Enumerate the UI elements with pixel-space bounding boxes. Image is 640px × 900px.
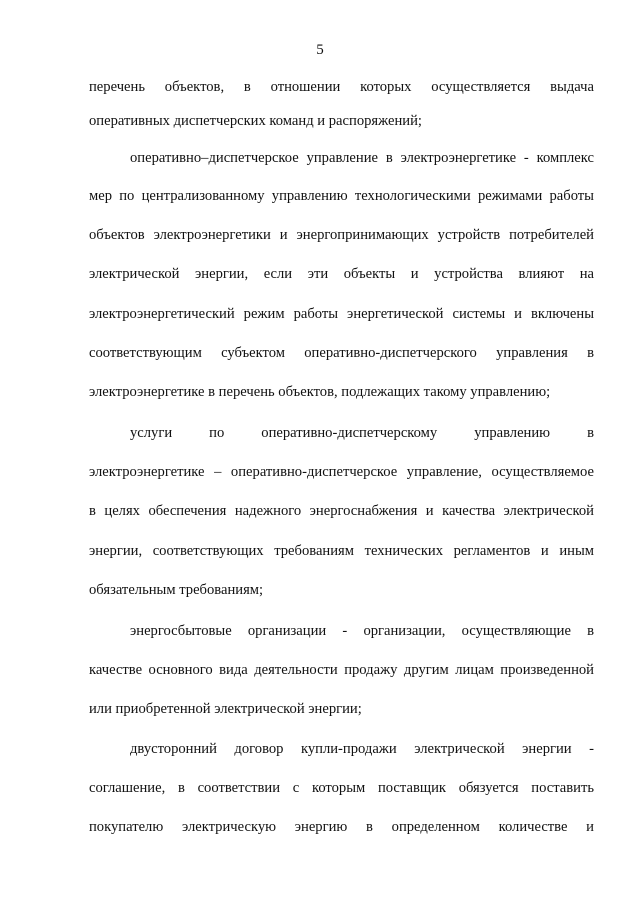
text-line: энергии, соответствующих требованиям технических регламентов и иным [89,543,594,559]
text-line: или приобретенной электрической энергии; [89,701,362,717]
page-number: 5 [316,42,324,58]
text-line: оперативных диспетчерских команд и распоряжений; [89,113,422,129]
text-line: электроэнергетике – оперативно-диспетчерское управление, осуществляемое [89,464,594,480]
text-line: качестве основного вида деятельности продажу другим лицам произведенной [89,662,594,678]
text-line: обязательным требованиям; [89,582,264,598]
text-line: покупателю электрическую энергию в определенном количестве и [89,819,594,835]
text-line: мер по централизованному управлению технологическими режимами работы [89,188,594,204]
text-line: двусторонний договор купли-продажи электрической энергии - [130,741,594,757]
text-line: оперативно–диспетчерское управление в электроэнергетике - комплекс [130,150,594,166]
text-line: электроэнергетический режим работы энергетической системы и включены [89,306,594,322]
text-line: соответствующим субъектом оперативно-диспетчерского управления в [89,345,594,361]
text-line: объектов электроэнергетики и энергопринимающих устройств потребителей [89,227,594,243]
text-line: перечень объектов, в отношении которых осуществляется выдача [89,79,594,95]
text-line: электрической энергии, если эти объекты и устройства влияют на [89,266,594,282]
text-line: электроэнергетике в перечень объектов, подлежащих такому управлению; [89,384,551,400]
text-line: в целях обеспечения надежного энергоснабжения и качества электрической [89,503,594,519]
text-line: соглашение, в соответствии с которым поставщик обязуется поставить [89,780,594,796]
text-line: энергосбытовые организации - организации, осуществляющие в [130,623,594,639]
text-line: услуги по оперативно-диспетчерскому управлению в [130,425,594,441]
